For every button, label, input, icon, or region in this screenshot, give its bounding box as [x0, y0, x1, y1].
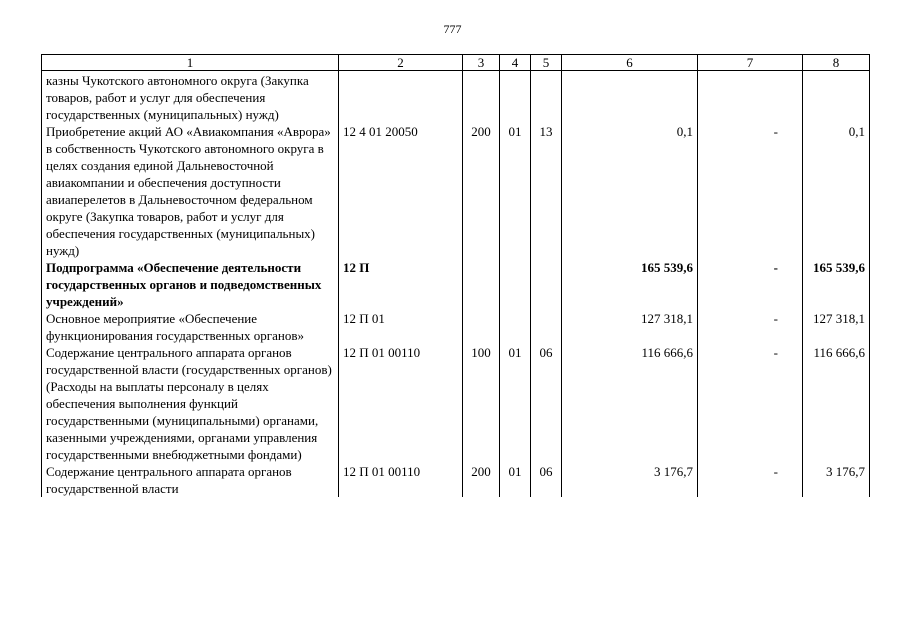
row-code: [339, 71, 463, 124]
row-amount-7: -: [698, 259, 803, 310]
table-row-subprogram: [42, 259, 870, 310]
row-amount-6: 116 666,6: [562, 344, 698, 463]
table-row: [42, 123, 870, 259]
row-section: [500, 259, 531, 310]
row-subsection: [531, 259, 562, 310]
table-row: [42, 344, 870, 463]
column-header: 8: [803, 55, 870, 71]
row-amount-6: 165 539,6: [562, 259, 698, 310]
row-amount-8: 0,1: [803, 123, 870, 259]
row-amount-7: -: [698, 344, 803, 463]
row-amount-6: [562, 71, 698, 124]
row-amount-7: -: [698, 123, 803, 259]
column-header: 6: [562, 55, 698, 71]
row-expense-type: 100: [463, 344, 500, 463]
row-section: [500, 71, 531, 124]
row-amount-6: 3 176,7: [562, 463, 698, 497]
row-code: 12 П 01 00110: [339, 344, 463, 463]
row-subsection: 13: [531, 123, 562, 259]
row-code: 12 П 01: [339, 310, 463, 344]
row-amount-8: 165 539,6: [803, 259, 870, 310]
row-expense-type: [463, 259, 500, 310]
row-name: Содержание центрального аппарата органов государственной власти (государственных органов) (Расходы на выплаты персоналу в целях обеспечения выполнения функций государственными (муниципальными) органами, казенными учреждениями, органами управления государственными внебюджетными фондами): [42, 344, 339, 463]
budget-table: [41, 54, 870, 497]
row-subsection: 06: [531, 463, 562, 497]
table-row: [42, 463, 870, 497]
row-amount-8: 116 666,6: [803, 344, 870, 463]
row-expense-type: [463, 71, 500, 124]
row-amount-8: 127 318,1: [803, 310, 870, 344]
row-subsection: 06: [531, 344, 562, 463]
column-header: 5: [531, 55, 562, 71]
row-section: 01: [500, 463, 531, 497]
table-row: [42, 71, 870, 124]
column-header: 7: [698, 55, 803, 71]
row-section: 01: [500, 344, 531, 463]
row-expense-type: 200: [463, 123, 500, 259]
row-expense-type: 200: [463, 463, 500, 497]
table-header-row: [42, 55, 870, 71]
row-section: [500, 310, 531, 344]
row-amount-6: 0,1: [562, 123, 698, 259]
column-header: 1: [42, 55, 339, 71]
table-row: [42, 310, 870, 344]
row-code: 12 4 01 20050: [339, 123, 463, 259]
row-name: Основное мероприятие «Обеспечение функционирования государственных органов»: [42, 310, 339, 344]
row-amount-8: 3 176,7: [803, 463, 870, 497]
row-amount-7: [698, 71, 803, 124]
page-number: 777: [443, 22, 462, 36]
row-name: Содержание центрального аппарата органов государственной власти: [42, 463, 339, 497]
row-expense-type: [463, 310, 500, 344]
row-name: Подпрограмма «Обеспечение деятельности государственных органов и подведомственных учреждений»: [42, 259, 339, 310]
row-section: 01: [500, 123, 531, 259]
row-name: казны Чукотского автономного округа (Закупка товаров, работ и услуг для обеспечения государственных (муниципальных) нужд): [42, 71, 339, 124]
row-amount-7: -: [698, 463, 803, 497]
column-header: 2: [339, 55, 463, 71]
row-name: Приобретение акций АО «Авиакомпания «Аврора» в собственность Чукотского автономного округа в целях создания единой Дальневосточной авиакомпании и обеспечения доступности авиаперелетов в Дальневосточном федеральном округе (Закупка товаров, работ и услуг для обеспечения государственных (муниципальных) нужд): [42, 123, 339, 259]
column-header: 3: [463, 55, 500, 71]
row-subsection: [531, 310, 562, 344]
row-subsection: [531, 71, 562, 124]
row-amount-8: [803, 71, 870, 124]
row-code: 12 П: [339, 259, 463, 310]
row-code: 12 П 01 00110: [339, 463, 463, 497]
column-header: 4: [500, 55, 531, 71]
row-amount-6: 127 318,1: [562, 310, 698, 344]
row-amount-7: -: [698, 310, 803, 344]
